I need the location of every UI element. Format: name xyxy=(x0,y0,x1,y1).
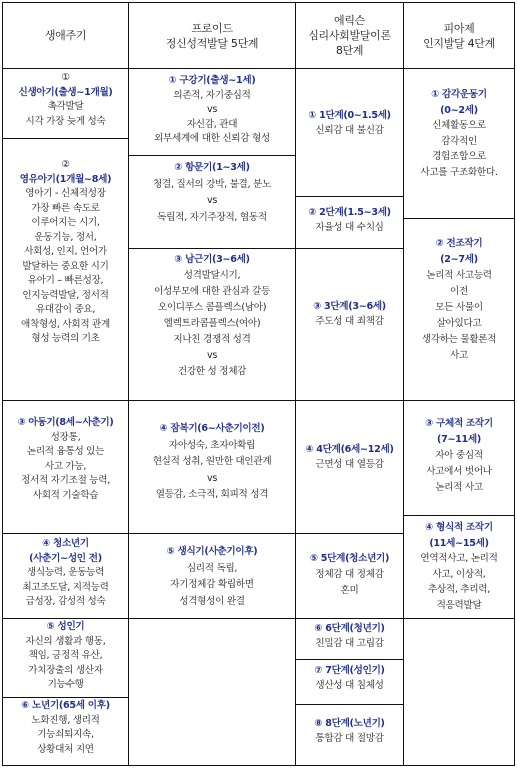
row-divider xyxy=(404,218,514,219)
stage-desc: 정서적 자기조절 능력, xyxy=(21,475,110,486)
stage-title: ① 구강기(출생~1세) xyxy=(168,75,256,86)
header-freud xyxy=(129,3,295,68)
erikson-stage-7 xyxy=(296,664,403,693)
stage-desc: 가치장출의 생산자 xyxy=(28,664,103,676)
development-stages-table xyxy=(2,2,515,766)
stage-desc: 논리적 융통성 있는 xyxy=(26,446,105,457)
row-divider xyxy=(3,138,128,139)
stage-desc: 영아기 - 신체적성장 xyxy=(25,188,106,199)
stage-title: ⑤ 5단계(청소년기) xyxy=(309,553,390,564)
header-text: 생애주기 xyxy=(44,29,87,42)
stage-desc: 시각 가장 늦게 성숙 xyxy=(25,115,106,127)
stage-title: ③ 구체적 조작기 xyxy=(425,418,493,429)
stage-desc: 성장통, xyxy=(50,431,81,443)
row-divider xyxy=(129,400,295,401)
stage-desc: 성격형성이 완결 xyxy=(179,595,245,607)
stage-desc: 자신감, 관대 xyxy=(186,118,238,130)
stage-desc: 자아성숙, 초자아확립 xyxy=(168,439,256,451)
stage-desc: 추상적, 추리력, xyxy=(427,584,491,595)
stage-title: ⑥ 노년기(65세 이후) xyxy=(21,700,110,711)
stage-subtitle: (0~2세) xyxy=(440,104,478,116)
row-divider xyxy=(129,248,295,249)
stage-desc: 사고를 구조화한다. xyxy=(420,166,498,178)
stage-desc: 책임, 긍정적 유산, xyxy=(28,650,103,661)
row-divider xyxy=(3,697,128,698)
header-text: 심리사회발달이론 xyxy=(308,29,391,42)
stage-title: ② 항문기(1~3세) xyxy=(174,162,250,173)
header-text: 정신성적발달 5단계 xyxy=(165,36,259,50)
row-divider xyxy=(404,618,514,619)
freud-phallic-stage xyxy=(129,252,295,380)
stage-title: ⑦ 7단계(성인기) xyxy=(314,665,385,676)
stage-desc: 심리적 독립, xyxy=(186,562,238,574)
stage-desc: 성격발달시기, xyxy=(183,270,241,281)
stage-desc: 경험조합으로 xyxy=(432,151,486,162)
row-divider xyxy=(3,400,128,401)
stage-title: ⑤ 생식기(사춘기이후) xyxy=(166,546,258,557)
piaget-formal-operational xyxy=(404,520,514,613)
stage-number: ② xyxy=(61,159,70,170)
stage-title: ④ 청소년기 xyxy=(42,538,89,549)
header-erikson xyxy=(296,3,403,68)
stage-title: ③ 아동기(8세~사춘기) xyxy=(17,417,114,428)
row-divider xyxy=(296,659,403,660)
stage-desc: 적응력발달 xyxy=(436,599,482,611)
row-divider xyxy=(129,618,295,619)
stage-desc: 신뢰감 대 불신감 xyxy=(315,124,384,136)
stage-title: ⑤ 성인기 xyxy=(46,621,85,632)
stage-subtitle: (11세~15세) xyxy=(429,537,489,549)
stage-desc: 인지능력발달, 정서적 xyxy=(22,289,109,301)
stage-subtitle: (2~7세) xyxy=(440,254,478,265)
stage-desc: 기능쇠퇴지속, xyxy=(37,729,94,740)
stage-desc: 주도성 대 죄책감 xyxy=(315,315,384,327)
header-divider xyxy=(3,68,514,69)
stage-desc: 현실적 성취, 원만한 대인관계 xyxy=(152,456,272,467)
header-text: 프로이드 xyxy=(191,21,233,35)
stage-desc: 애착형성, 사회적 관계 xyxy=(21,318,110,330)
stage-number: ① xyxy=(61,72,70,83)
stage-desc: 자아 중심적 xyxy=(435,450,483,461)
erikson-stage-2 xyxy=(296,206,403,235)
stage-desc: 노화진행, 생리적 xyxy=(31,714,100,726)
freud-genital-stage xyxy=(129,544,295,610)
stage-desc: 열등감, 소극적, 회피적 성격 xyxy=(155,489,269,500)
stage-title: ⑧ 8단계(노년기) xyxy=(314,718,385,729)
piaget-sensorimotor xyxy=(404,87,514,180)
stage-desc: 자신의 생활과 행동, xyxy=(25,635,106,647)
stage-desc: 형성 능력의 기초 xyxy=(31,333,100,344)
life-stage-old-age xyxy=(3,699,128,757)
stage-desc: 급성장, 감성적 성숙 xyxy=(25,596,106,607)
life-stage-adolescence xyxy=(3,537,128,610)
header-text: 피아제 xyxy=(443,21,475,35)
stage-desc: 생식능력, 운동능력 xyxy=(26,567,105,578)
life-stage-newborn xyxy=(3,71,128,129)
row-divider xyxy=(3,618,128,619)
stage-desc: 연역적사고, 논리적 xyxy=(420,553,498,564)
erikson-stage-1 xyxy=(296,109,403,138)
stage-title: ④ 4단계(6세~12세) xyxy=(305,444,394,455)
stage-desc: 사고 가능, xyxy=(44,460,87,472)
stage-desc: 상황대처 지연 xyxy=(37,743,94,755)
stage-title: ③ 3단계(3~6세) xyxy=(313,301,386,312)
stage-title: ③ 남근기(3~6세) xyxy=(174,254,250,265)
stage-desc: 최고조도달, 지적능력 xyxy=(22,581,109,593)
stage-desc: vs xyxy=(206,472,218,484)
row-divider xyxy=(129,155,295,156)
stage-title: 신생아기(출생~1개월) xyxy=(18,86,113,98)
stage-desc: 사고에서 벗어나 xyxy=(426,466,492,477)
row-divider xyxy=(296,533,403,534)
stage-title: ① 1단계(0~1.5세) xyxy=(308,110,391,121)
life-stage-adulthood xyxy=(3,620,128,693)
stage-desc: 촉각발달 xyxy=(47,101,84,112)
stage-desc: 사고 xyxy=(450,350,468,361)
stage-desc: vs xyxy=(206,350,218,361)
row-divider xyxy=(404,400,514,401)
stage-title: ② 2단계(1.5~3세) xyxy=(308,207,391,218)
stage-desc: 사회성, 인지, 언어가 xyxy=(24,246,107,257)
stage-desc: 건강한 성 정체감 xyxy=(177,366,247,377)
stage-desc: 생각하는 물활론적 xyxy=(421,334,497,345)
stage-title: ④ 형식적 조작기 xyxy=(425,522,493,533)
stage-desc: 기능수행 xyxy=(47,679,84,690)
erikson-stage-3 xyxy=(296,300,403,329)
stage-desc: 자율성 대 수치심 xyxy=(315,221,384,233)
stage-desc: 논리적 사고능력 xyxy=(426,270,492,281)
stage-title: ② 전조작기 xyxy=(435,238,483,249)
stage-desc: 사고, 이상적, xyxy=(432,568,486,580)
stage-desc: 유아기 – 빠른성장, xyxy=(27,275,104,286)
stage-subtitle: (사춘기~성인 전) xyxy=(29,552,102,564)
stage-desc: 사회적 기술학습 xyxy=(32,489,99,501)
row-divider xyxy=(296,248,403,249)
stage-desc: 근면성 대 열등감 xyxy=(315,458,384,470)
piaget-concrete-operational xyxy=(404,416,514,496)
stage-desc: 오이디푸스 콤플렉스(남아) xyxy=(157,302,267,313)
stage-desc: 논리적 사고 xyxy=(435,482,483,493)
stage-desc: vs xyxy=(206,195,218,206)
stage-desc: 통합감 대 절망감 xyxy=(315,732,384,744)
stage-desc: 자기정체감 확립하면 xyxy=(170,579,254,590)
stage-desc: 지나친 경쟁적 성격 xyxy=(173,334,251,345)
stage-desc: 이루어지는 시기, xyxy=(31,217,100,228)
stage-subtitle: (7~11세) xyxy=(436,434,481,445)
stage-desc: 생산성 대 침체성 xyxy=(315,679,384,691)
stage-desc: 유대감이 중요, xyxy=(35,304,96,315)
stage-title: ① 감각운동기 xyxy=(431,89,487,100)
stage-desc: 친밀감 대 고립감 xyxy=(315,637,384,649)
stage-desc: 독립적, 자기주장적, 협동적 xyxy=(157,211,267,223)
stage-title: ⑥ 6단계(청년기) xyxy=(314,623,385,634)
stage-desc: 가장 빠른 속도로 xyxy=(31,202,100,214)
header-text: 8단계 xyxy=(335,44,364,57)
life-stage-infancy xyxy=(3,158,128,347)
freud-latency-stage xyxy=(129,421,295,504)
stage-desc: 살아있다고 xyxy=(436,318,482,329)
stage-desc: 의존적, 자기중심적 xyxy=(173,89,251,101)
stage-desc: 운동기능, 정서, xyxy=(34,231,97,243)
stage-desc: 엘렉트라콤플렉스(여아) xyxy=(163,318,261,329)
stage-desc: 청결, 질서의 강박, 불결, 분노 xyxy=(153,178,271,190)
row-divider xyxy=(129,533,295,534)
erikson-stage-5 xyxy=(296,551,403,599)
row-divider xyxy=(296,400,403,401)
header-piaget xyxy=(404,3,514,68)
stage-title: 영유아기(1개월~8세) xyxy=(19,173,112,185)
erikson-stage-8 xyxy=(296,717,403,746)
stage-desc: 정체감 대 정체감 xyxy=(315,569,384,580)
stage-desc: 신체활동으로 xyxy=(432,120,486,131)
stage-desc: 모든 사물이 xyxy=(435,302,483,313)
row-divider xyxy=(296,618,403,619)
freud-oral-stage xyxy=(129,74,295,147)
row-divider xyxy=(296,704,403,705)
stage-title: ④ 잠복기(6~사춘기이전) xyxy=(159,423,265,434)
stage-desc: 혼미 xyxy=(340,585,359,596)
stage-desc: vs xyxy=(206,104,218,115)
header-life-cycle xyxy=(3,3,128,68)
header-text: 에릭슨 xyxy=(334,14,365,27)
stage-desc: 이전 xyxy=(450,286,468,297)
erikson-stage-6 xyxy=(296,622,403,651)
row-divider xyxy=(296,196,403,197)
stage-desc: 발달하는 중요한 시기 xyxy=(22,260,109,272)
stage-desc: 감각적인 xyxy=(441,135,477,147)
erikson-stage-4 xyxy=(296,443,403,472)
stage-desc: 외부세계에 대한 신뢰감 형성 xyxy=(154,133,270,144)
stage-desc: 이성부모에 대한 관심과 갈등 xyxy=(154,286,270,297)
life-stage-childhood xyxy=(3,416,128,503)
piaget-preoperational xyxy=(404,236,514,364)
row-divider xyxy=(404,515,514,516)
header-text: 인지발달 4단계 xyxy=(423,36,495,50)
row-divider xyxy=(3,533,128,534)
freud-anal-stage xyxy=(129,160,295,226)
